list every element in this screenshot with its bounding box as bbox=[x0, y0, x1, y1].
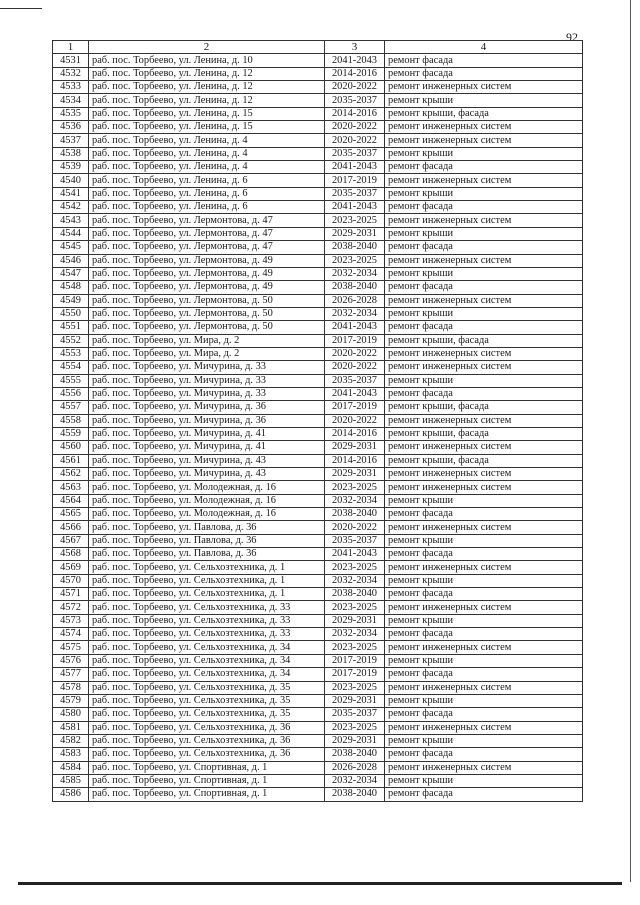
work-type-cell: ремонт инженерных систем bbox=[385, 681, 583, 694]
work-type-cell: ремонт крыши, фасада bbox=[385, 401, 583, 414]
period-cell: 2014-2016 bbox=[325, 454, 385, 467]
period-cell: 2020-2022 bbox=[325, 521, 385, 534]
address-cell: раб. пос. Торбеево, ул. Спортивная, д. 1 bbox=[89, 774, 325, 787]
period-cell: 2026-2028 bbox=[325, 761, 385, 774]
work-type-cell: ремонт инженерных систем bbox=[385, 174, 583, 187]
period-cell: 2035-2037 bbox=[325, 187, 385, 200]
work-type-cell: ремонт инженерных систем bbox=[385, 361, 583, 374]
row-number: 4557 bbox=[53, 401, 89, 414]
address-cell: раб. пос. Торбеево, ул. Мичурина, д. 36 bbox=[89, 414, 325, 427]
period-cell: 2029-2031 bbox=[325, 694, 385, 707]
row-number: 4584 bbox=[53, 761, 89, 774]
address-cell: раб. пос. Торбеево, ул. Лермонтова, д. 49 bbox=[89, 281, 325, 294]
work-type-cell: ремонт крыши, фасада bbox=[385, 107, 583, 120]
row-number: 4547 bbox=[53, 267, 89, 280]
work-type-cell: ремонт крыши bbox=[385, 147, 583, 160]
table-row bbox=[53, 721, 583, 734]
table-row bbox=[53, 588, 583, 601]
table-row bbox=[53, 774, 583, 787]
work-type-cell: ремонт инженерных систем bbox=[385, 561, 583, 574]
period-cell: 2041-2043 bbox=[325, 161, 385, 174]
row-number: 4585 bbox=[53, 774, 89, 787]
period-cell: 2014-2016 bbox=[325, 107, 385, 120]
table-row bbox=[53, 734, 583, 747]
row-number: 4573 bbox=[53, 614, 89, 627]
period-cell: 2023-2025 bbox=[325, 681, 385, 694]
table-row bbox=[53, 161, 583, 174]
address-cell: раб. пос. Торбеево, ул. Мира, д. 2 bbox=[89, 334, 325, 347]
table-row bbox=[53, 201, 583, 214]
table-row bbox=[53, 641, 583, 654]
address-cell: раб. пос. Торбеево, ул. Сельхозтехника, д. 1 bbox=[89, 574, 325, 587]
address-cell: раб. пос. Торбеево, ул. Ленина, д. 4 bbox=[89, 161, 325, 174]
row-number: 4532 bbox=[53, 67, 89, 80]
work-type-cell: ремонт крыши, фасада bbox=[385, 427, 583, 440]
row-number: 4554 bbox=[53, 361, 89, 374]
row-number: 4544 bbox=[53, 227, 89, 240]
period-cell: 2032-2034 bbox=[325, 494, 385, 507]
period-cell: 2017-2019 bbox=[325, 401, 385, 414]
period-cell: 2041-2043 bbox=[325, 54, 385, 67]
scan-right-edge bbox=[630, 0, 631, 882]
row-number: 4538 bbox=[53, 147, 89, 160]
table-row bbox=[53, 788, 583, 801]
work-type-cell: ремонт инженерных систем bbox=[385, 481, 583, 494]
work-type-cell: ремонт инженерных систем bbox=[385, 601, 583, 614]
row-number: 4572 bbox=[53, 601, 89, 614]
header-col-2: 2 bbox=[89, 41, 325, 54]
work-type-cell: ремонт фасада bbox=[385, 201, 583, 214]
table-row bbox=[53, 67, 583, 80]
row-number: 4541 bbox=[53, 187, 89, 200]
work-type-cell: ремонт фасада bbox=[385, 668, 583, 681]
period-cell: 2020-2022 bbox=[325, 347, 385, 360]
address-cell: раб. пос. Торбеево, ул. Ленина, д. 12 bbox=[89, 81, 325, 94]
address-cell: раб. пос. Торбеево, ул. Спортивная, д. 1 bbox=[89, 761, 325, 774]
work-type-cell: ремонт инженерных систем bbox=[385, 414, 583, 427]
address-cell: раб. пос. Торбеево, ул. Мичурина, д. 33 bbox=[89, 361, 325, 374]
row-number: 4568 bbox=[53, 548, 89, 561]
period-cell: 2032-2034 bbox=[325, 307, 385, 320]
table-row bbox=[53, 694, 583, 707]
table-row bbox=[53, 174, 583, 187]
address-cell: раб. пос. Торбеево, ул. Сельхозтехника, д. 1 bbox=[89, 561, 325, 574]
row-number: 4581 bbox=[53, 721, 89, 734]
address-cell: раб. пос. Торбеево, ул. Сельхозтехника, д. 34 bbox=[89, 641, 325, 654]
work-type-cell: ремонт инженерных систем bbox=[385, 81, 583, 94]
table-row bbox=[53, 654, 583, 667]
row-number: 4552 bbox=[53, 334, 89, 347]
table-row bbox=[53, 107, 583, 120]
table-row bbox=[53, 441, 583, 454]
address-cell: раб. пос. Торбеево, ул. Ленина, д. 15 bbox=[89, 107, 325, 120]
header-row bbox=[53, 41, 583, 54]
row-number: 4543 bbox=[53, 214, 89, 227]
period-cell: 2038-2040 bbox=[325, 281, 385, 294]
work-type-cell: ремонт инженерных систем bbox=[385, 441, 583, 454]
table-row bbox=[53, 628, 583, 641]
work-type-cell: ремонт инженерных систем bbox=[385, 134, 583, 147]
period-cell: 2023-2025 bbox=[325, 601, 385, 614]
period-cell: 2038-2040 bbox=[325, 508, 385, 521]
period-cell: 2023-2025 bbox=[325, 721, 385, 734]
row-number: 4567 bbox=[53, 534, 89, 547]
period-cell: 2029-2031 bbox=[325, 734, 385, 747]
row-number: 4580 bbox=[53, 708, 89, 721]
work-type-cell: ремонт инженерных систем bbox=[385, 294, 583, 307]
address-cell: раб. пос. Торбеево, ул. Ленина, д. 6 bbox=[89, 201, 325, 214]
row-number: 4555 bbox=[53, 374, 89, 387]
table-row bbox=[53, 241, 583, 254]
address-cell: раб. пос. Торбеево, ул. Сельхозтехника, д. 1 bbox=[89, 588, 325, 601]
repair-schedule-table bbox=[52, 40, 583, 802]
row-number: 4570 bbox=[53, 574, 89, 587]
address-cell: раб. пос. Торбеево, ул. Павлова, д. 36 bbox=[89, 534, 325, 547]
table-row bbox=[53, 401, 583, 414]
table-row bbox=[53, 187, 583, 200]
work-type-cell: ремонт фасада bbox=[385, 161, 583, 174]
row-number: 4561 bbox=[53, 454, 89, 467]
row-number: 4582 bbox=[53, 734, 89, 747]
period-cell: 2020-2022 bbox=[325, 414, 385, 427]
address-cell: раб. пос. Торбеево, ул. Сельхозтехника, д. 33 bbox=[89, 614, 325, 627]
address-cell: раб. пос. Торбеево, ул. Сельхозтехника, д. 33 bbox=[89, 628, 325, 641]
period-cell: 2038-2040 bbox=[325, 748, 385, 761]
work-type-cell: ремонт крыши bbox=[385, 574, 583, 587]
row-number: 4577 bbox=[53, 668, 89, 681]
address-cell: раб. пос. Торбеево, ул. Мичурина, д. 43 bbox=[89, 468, 325, 481]
row-number: 4564 bbox=[53, 494, 89, 507]
table-body bbox=[53, 54, 583, 801]
address-cell: раб. пос. Торбеево, ул. Лермонтова, д. 50 bbox=[89, 321, 325, 334]
period-cell: 2029-2031 bbox=[325, 441, 385, 454]
period-cell: 2029-2031 bbox=[325, 468, 385, 481]
work-type-cell: ремонт фасада bbox=[385, 241, 583, 254]
address-cell: раб. пос. Торбеево, ул. Ленина, д. 4 bbox=[89, 147, 325, 160]
row-number: 4531 bbox=[53, 54, 89, 67]
work-type-cell: ремонт фасада bbox=[385, 387, 583, 400]
table-row bbox=[53, 427, 583, 440]
work-type-cell: ремонт крыши bbox=[385, 534, 583, 547]
table-row bbox=[53, 681, 583, 694]
table-row bbox=[53, 601, 583, 614]
work-type-cell: ремонт крыши bbox=[385, 374, 583, 387]
row-number: 4586 bbox=[53, 788, 89, 801]
work-type-cell: ремонт инженерных систем bbox=[385, 641, 583, 654]
address-cell: раб. пос. Торбеево, ул. Сельхозтехника, д. 34 bbox=[89, 668, 325, 681]
table-row bbox=[53, 668, 583, 681]
period-cell: 2032-2034 bbox=[325, 774, 385, 787]
table-row bbox=[53, 414, 583, 427]
period-cell: 2038-2040 bbox=[325, 241, 385, 254]
period-cell: 2041-2043 bbox=[325, 201, 385, 214]
row-number: 4575 bbox=[53, 641, 89, 654]
work-type-cell: ремонт крыши bbox=[385, 614, 583, 627]
address-cell: раб. пос. Торбеево, ул. Мира, д. 2 bbox=[89, 347, 325, 360]
row-number: 4533 bbox=[53, 81, 89, 94]
table-row bbox=[53, 227, 583, 240]
page-number: 92 bbox=[566, 30, 578, 44]
period-cell: 2041-2043 bbox=[325, 321, 385, 334]
period-cell: 2020-2022 bbox=[325, 361, 385, 374]
table-row bbox=[53, 321, 583, 334]
table-row bbox=[53, 494, 583, 507]
address-cell: раб. пос. Торбеево, ул. Мичурина, д. 33 bbox=[89, 387, 325, 400]
work-type-cell: ремонт крыши bbox=[385, 734, 583, 747]
period-cell: 2032-2034 bbox=[325, 574, 385, 587]
table-row bbox=[53, 574, 583, 587]
repair-schedule-table-container bbox=[52, 40, 582, 802]
period-cell: 2014-2016 bbox=[325, 427, 385, 440]
header-col-1: 1 bbox=[53, 41, 89, 54]
row-number: 4548 bbox=[53, 281, 89, 294]
work-type-cell: ремонт фасада bbox=[385, 321, 583, 334]
period-cell: 2017-2019 bbox=[325, 668, 385, 681]
period-cell: 2023-2025 bbox=[325, 641, 385, 654]
period-cell: 2023-2025 bbox=[325, 561, 385, 574]
row-number: 4536 bbox=[53, 121, 89, 134]
period-cell: 2035-2037 bbox=[325, 708, 385, 721]
period-cell: 2032-2034 bbox=[325, 267, 385, 280]
table-row bbox=[53, 254, 583, 267]
work-type-cell: ремонт крыши bbox=[385, 307, 583, 320]
row-number: 4559 bbox=[53, 427, 89, 440]
table-row bbox=[53, 521, 583, 534]
period-cell: 2020-2022 bbox=[325, 134, 385, 147]
address-cell: раб. пос. Торбеево, ул. Ленина, д. 6 bbox=[89, 187, 325, 200]
address-cell: раб. пос. Торбеево, ул. Молодежная, д. 16 bbox=[89, 481, 325, 494]
period-cell: 2035-2037 bbox=[325, 147, 385, 160]
address-cell: раб. пос. Торбеево, ул. Лермонтова, д. 49 bbox=[89, 267, 325, 280]
row-number: 4556 bbox=[53, 387, 89, 400]
table-row bbox=[53, 94, 583, 107]
address-cell: раб. пос. Торбеево, ул. Сельхозтехника, д. 34 bbox=[89, 654, 325, 667]
scan-bottom-edge bbox=[18, 882, 622, 885]
work-type-cell: ремонт фасада bbox=[385, 67, 583, 80]
address-cell: раб. пос. Торбеево, ул. Ленина, д. 10 bbox=[89, 54, 325, 67]
work-type-cell: ремонт фасада bbox=[385, 54, 583, 67]
address-cell: раб. пос. Торбеево, ул. Сельхозтехника, д. 35 bbox=[89, 708, 325, 721]
table-row bbox=[53, 121, 583, 134]
table-row bbox=[53, 708, 583, 721]
address-cell: раб. пос. Торбеево, ул. Ленина, д. 12 bbox=[89, 94, 325, 107]
address-cell: раб. пос. Торбеево, ул. Ленина, д. 6 bbox=[89, 174, 325, 187]
address-cell: раб. пос. Торбеево, ул. Лермонтова, д. 47 bbox=[89, 227, 325, 240]
period-cell: 2035-2037 bbox=[325, 534, 385, 547]
work-type-cell: ремонт инженерных систем bbox=[385, 121, 583, 134]
table-row bbox=[53, 294, 583, 307]
table-row bbox=[53, 468, 583, 481]
table-row bbox=[53, 134, 583, 147]
row-number: 4537 bbox=[53, 134, 89, 147]
address-cell: раб. пос. Торбеево, ул. Сельхозтехника, д. 33 bbox=[89, 601, 325, 614]
row-number: 4551 bbox=[53, 321, 89, 334]
work-type-cell: ремонт крыши bbox=[385, 654, 583, 667]
work-type-cell: ремонт крыши, фасада bbox=[385, 334, 583, 347]
row-number: 4545 bbox=[53, 241, 89, 254]
row-number: 4539 bbox=[53, 161, 89, 174]
table-row bbox=[53, 361, 583, 374]
period-cell: 2017-2019 bbox=[325, 654, 385, 667]
table-row bbox=[53, 534, 583, 547]
address-cell: раб. пос. Торбеево, ул. Лермонтова, д. 47 bbox=[89, 241, 325, 254]
address-cell: раб. пос. Торбеево, ул. Ленина, д. 12 bbox=[89, 67, 325, 80]
address-cell: раб. пос. Торбеево, ул. Молодежная, д. 16 bbox=[89, 508, 325, 521]
address-cell: раб. пос. Торбеево, ул. Ленина, д. 15 bbox=[89, 121, 325, 134]
address-cell: раб. пос. Торбеево, ул. Сельхозтехника, д. 35 bbox=[89, 681, 325, 694]
work-type-cell: ремонт крыши bbox=[385, 227, 583, 240]
period-cell: 2029-2031 bbox=[325, 614, 385, 627]
table-row bbox=[53, 374, 583, 387]
work-type-cell: ремонт крыши bbox=[385, 774, 583, 787]
row-number: 4558 bbox=[53, 414, 89, 427]
row-number: 4566 bbox=[53, 521, 89, 534]
row-number: 4553 bbox=[53, 347, 89, 360]
work-type-cell: ремонт крыши bbox=[385, 94, 583, 107]
row-number: 4583 bbox=[53, 748, 89, 761]
work-type-cell: ремонт фасада bbox=[385, 548, 583, 561]
work-type-cell: ремонт инженерных систем bbox=[385, 254, 583, 267]
address-cell: раб. пос. Торбеево, ул. Молодежная, д. 16 bbox=[89, 494, 325, 507]
row-number: 4542 bbox=[53, 201, 89, 214]
table-row bbox=[53, 347, 583, 360]
table-row bbox=[53, 481, 583, 494]
period-cell: 2020-2022 bbox=[325, 121, 385, 134]
table-row bbox=[53, 548, 583, 561]
period-cell: 2023-2025 bbox=[325, 254, 385, 267]
row-number: 4550 bbox=[53, 307, 89, 320]
address-cell: раб. пос. Торбеево, ул. Павлова, д. 36 bbox=[89, 521, 325, 534]
period-cell: 2023-2025 bbox=[325, 481, 385, 494]
table-row bbox=[53, 508, 583, 521]
address-cell: раб. пос. Торбеево, ул. Спортивная, д. 1 bbox=[89, 788, 325, 801]
table-row bbox=[53, 267, 583, 280]
work-type-cell: ремонт крыши bbox=[385, 694, 583, 707]
row-number: 4579 bbox=[53, 694, 89, 707]
table-row bbox=[53, 614, 583, 627]
work-type-cell: ремонт инженерных систем bbox=[385, 721, 583, 734]
header-col-3: 3 bbox=[325, 41, 385, 54]
work-type-cell: ремонт фасада bbox=[385, 788, 583, 801]
work-type-cell: ремонт крыши bbox=[385, 267, 583, 280]
row-number: 4571 bbox=[53, 588, 89, 601]
address-cell: раб. пос. Торбеево, ул. Павлова, д. 36 bbox=[89, 548, 325, 561]
work-type-cell: ремонт инженерных систем bbox=[385, 761, 583, 774]
row-number: 4560 bbox=[53, 441, 89, 454]
period-cell: 2041-2043 bbox=[325, 548, 385, 561]
table-row bbox=[53, 761, 583, 774]
work-type-cell: ремонт фасада bbox=[385, 508, 583, 521]
address-cell: раб. пос. Торбеево, ул. Мичурина, д. 41 bbox=[89, 441, 325, 454]
address-cell: раб. пос. Торбеево, ул. Мичурина, д. 33 bbox=[89, 374, 325, 387]
period-cell: 2035-2037 bbox=[325, 94, 385, 107]
period-cell: 2023-2025 bbox=[325, 214, 385, 227]
work-type-cell: ремонт фасада bbox=[385, 708, 583, 721]
address-cell: раб. пос. Торбеево, ул. Мичурина, д. 41 bbox=[89, 427, 325, 440]
period-cell: 2035-2037 bbox=[325, 374, 385, 387]
address-cell: раб. пос. Торбеево, ул. Лермонтова, д. 50 bbox=[89, 307, 325, 320]
work-type-cell: ремонт крыши bbox=[385, 494, 583, 507]
row-number: 4565 bbox=[53, 508, 89, 521]
address-cell: раб. пос. Торбеево, ул. Лермонтова, д. 47 bbox=[89, 214, 325, 227]
row-number: 4546 bbox=[53, 254, 89, 267]
table-row bbox=[53, 387, 583, 400]
address-cell: раб. пос. Торбеево, ул. Сельхозтехника, д. 36 bbox=[89, 721, 325, 734]
table-row bbox=[53, 307, 583, 320]
header-col-4: 4 bbox=[385, 41, 583, 54]
period-cell: 2014-2016 bbox=[325, 67, 385, 80]
address-cell: раб. пос. Торбеево, ул. Ленина, д. 4 bbox=[89, 134, 325, 147]
period-cell: 2041-2043 bbox=[325, 387, 385, 400]
row-number: 4534 bbox=[53, 94, 89, 107]
period-cell: 2038-2040 bbox=[325, 788, 385, 801]
address-cell: раб. пос. Торбеево, ул. Лермонтова, д. 49 bbox=[89, 254, 325, 267]
work-type-cell: ремонт крыши bbox=[385, 187, 583, 200]
period-cell: 2017-2019 bbox=[325, 174, 385, 187]
row-number: 4549 bbox=[53, 294, 89, 307]
table-row bbox=[53, 454, 583, 467]
work-type-cell: ремонт инженерных систем bbox=[385, 347, 583, 360]
address-cell: раб. пос. Торбеево, ул. Мичурина, д. 43 bbox=[89, 454, 325, 467]
table-row bbox=[53, 281, 583, 294]
period-cell: 2032-2034 bbox=[325, 628, 385, 641]
work-type-cell: ремонт фасада bbox=[385, 628, 583, 641]
address-cell: раб. пос. Торбеево, ул. Сельхозтехника, д. 36 bbox=[89, 734, 325, 747]
work-type-cell: ремонт крыши, фасада bbox=[385, 454, 583, 467]
row-number: 4535 bbox=[53, 107, 89, 120]
work-type-cell: ремонт фасада bbox=[385, 281, 583, 294]
period-cell: 2038-2040 bbox=[325, 588, 385, 601]
row-number: 4578 bbox=[53, 681, 89, 694]
period-cell: 2026-2028 bbox=[325, 294, 385, 307]
period-cell: 2029-2031 bbox=[325, 227, 385, 240]
address-cell: раб. пос. Торбеево, ул. Сельхозтехника, д. 36 bbox=[89, 748, 325, 761]
table-row bbox=[53, 561, 583, 574]
row-number: 4562 bbox=[53, 468, 89, 481]
address-cell: раб. пос. Торбеево, ул. Мичурина, д. 36 bbox=[89, 401, 325, 414]
work-type-cell: ремонт фасада bbox=[385, 588, 583, 601]
work-type-cell: ремонт инженерных систем bbox=[385, 214, 583, 227]
row-number: 4563 bbox=[53, 481, 89, 494]
table-row bbox=[53, 81, 583, 94]
table-row bbox=[53, 54, 583, 67]
table-row bbox=[53, 147, 583, 160]
work-type-cell: ремонт фасада bbox=[385, 748, 583, 761]
table-row bbox=[53, 214, 583, 227]
period-cell: 2020-2022 bbox=[325, 81, 385, 94]
table-row bbox=[53, 334, 583, 347]
top-edge-line bbox=[0, 8, 42, 9]
period-cell: 2017-2019 bbox=[325, 334, 385, 347]
address-cell: раб. пос. Торбеево, ул. Сельхозтехника, д. 35 bbox=[89, 694, 325, 707]
table-row bbox=[53, 748, 583, 761]
work-type-cell: ремонт инженерных систем bbox=[385, 521, 583, 534]
row-number: 4574 bbox=[53, 628, 89, 641]
work-type-cell: ремонт инженерных систем bbox=[385, 468, 583, 481]
row-number: 4569 bbox=[53, 561, 89, 574]
address-cell: раб. пос. Торбеево, ул. Лермонтова, д. 50 bbox=[89, 294, 325, 307]
row-number: 4540 bbox=[53, 174, 89, 187]
row-number: 4576 bbox=[53, 654, 89, 667]
